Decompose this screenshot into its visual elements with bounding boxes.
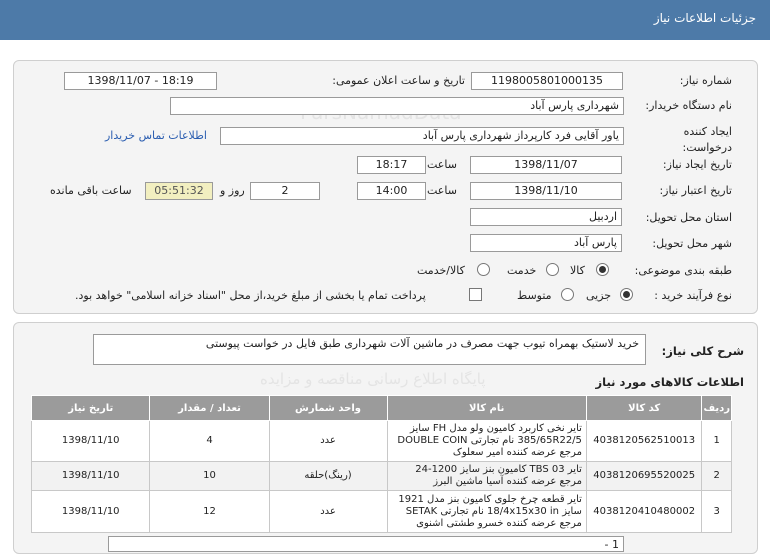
category-goods-radio[interactable] — [596, 263, 609, 276]
cell-qty: 10 — [150, 462, 269, 491]
watermark-text-2: پایگاه اطلاع رسانی مناقصه و مزایده — [260, 370, 486, 388]
goods-table — [31, 395, 732, 533]
process-type-label: نوع فرآیند خرید : — [654, 289, 732, 302]
need-number-field[interactable]: 1198005801000135 — [471, 72, 623, 90]
city-label: شهر محل تحویل: — [652, 237, 732, 250]
process-medium-radio[interactable] — [561, 288, 574, 301]
table-row[interactable] — [32, 421, 732, 462]
province-field[interactable]: اردبیل — [470, 208, 622, 226]
cell-unit: عدد — [269, 421, 387, 462]
goods-section-title: اطلاعات کالاهای مورد نیاز — [595, 375, 744, 389]
process-partial-radio[interactable] — [620, 288, 633, 301]
cell-code: 4038120410480002 — [586, 491, 702, 533]
col-code: کد کالا — [586, 396, 702, 421]
buyer-org-label: نام دستگاه خریدار: — [645, 99, 732, 112]
cell-date: 1398/11/10 — [32, 421, 150, 462]
announce-datetime-field[interactable]: 1398/11/07 - 18:19 — [64, 72, 217, 90]
col-date: تاریخ نیاز — [32, 396, 150, 421]
process-medium-label: متوسط — [517, 289, 552, 302]
create-date-label: تاریخ ایجاد نیاز: — [662, 158, 732, 171]
cell-row: 2 — [702, 462, 732, 491]
category-service-label: خدمت — [507, 264, 537, 277]
cell-code: 4038120695520025 — [586, 462, 702, 491]
cell-name: تایر قطعه چرخ جلوی کامیون بنز مدل 1921 سایز 18/4x15x30 in نام تجارتی SETAK مرجع عرضه کننده خسرو طشتی اشنوی — [387, 491, 586, 533]
description-field[interactable]: خرید لاستیک بهمراه تیوب جهت مصرف در ماشین آلات شهرداری طبق فایل در خواست پیوستی — [93, 334, 646, 365]
goods-table-header — [32, 396, 732, 421]
creator-label: ایجاد کننده درخواست: — [682, 125, 732, 154]
page-title: جزئیات اطلاعات نیاز — [653, 11, 756, 25]
col-name: نام کالا — [387, 396, 586, 421]
col-unit: واحد شمارش — [269, 396, 387, 421]
cell-qty: 4 — [150, 421, 269, 462]
page-header — [0, 0, 770, 40]
category-goods-service-label: کالا/خدمت — [417, 264, 465, 277]
valid-time-label: ساعت — [427, 184, 457, 197]
cell-row: 1 — [702, 421, 732, 462]
city-field[interactable]: پارس آباد — [470, 234, 622, 252]
cell-date: 1398/11/10 — [32, 462, 150, 491]
valid-date-label: تاریخ اعتبار نیاز: — [659, 184, 732, 197]
treasury-note: پرداخت تمام یا بخشی از مبلغ خرید،از محل "اسناد خزانه اسلامی" خواهد بود. — [75, 289, 426, 302]
create-time-field[interactable]: 18:17 — [357, 156, 426, 174]
creator-field[interactable]: یاور آقایی فرد کارپرداز شهرداری پارس آباد — [220, 127, 624, 145]
announce-datetime-label: تاریخ و ساعت اعلان عمومی: — [332, 74, 465, 87]
remaining-time-field: 05:51:32 — [145, 182, 213, 200]
remaining-days-field[interactable]: 2 — [250, 182, 320, 200]
category-goods-label: کالا — [570, 264, 585, 277]
col-qty: تعداد / مقدار — [150, 396, 269, 421]
description-label: شرح کلی نیاز: — [661, 344, 744, 358]
province-label: استان محل تحویل: — [645, 211, 732, 224]
cell-row: 3 — [702, 491, 732, 533]
table-row[interactable] — [32, 491, 732, 533]
buyer-org-field[interactable]: شهرداری پارس آباد — [170, 97, 624, 115]
cell-code: 4038120562510013 — [586, 421, 702, 462]
cell-qty: 12 — [150, 491, 269, 533]
create-time-label: ساعت — [427, 158, 457, 171]
cell-name: تایر نخی کاربرد کامیون ولو مدل FH سایز 385/65R22/5 نام تجارتی DOUBLE COIN مرجع عرضه کننده امیر سعلوک — [387, 421, 586, 462]
need-number-label: شماره نیاز: — [679, 74, 732, 87]
buyer-contact-link[interactable]: اطلاعات تماس خریدار — [105, 129, 207, 142]
cell-date: 1398/11/10 — [32, 491, 150, 533]
table-row[interactable] — [32, 462, 732, 491]
cell-name: تایر 03 TBS کامیون بنز سایز 1200-24 مرجع عرضه کننده آسیا ماشین البرز — [387, 462, 586, 491]
col-row: ردیف — [702, 396, 732, 421]
process-partial-label: جزیی — [586, 289, 612, 302]
valid-time-field[interactable]: 14:00 — [357, 182, 426, 200]
category-goods-service-radio[interactable] — [477, 263, 490, 276]
remaining-time-label: ساعت باقی مانده — [50, 184, 132, 197]
cell-unit: عدد — [269, 491, 387, 533]
treasury-checkbox[interactable] — [469, 288, 482, 301]
category-label: طبقه بندی موضوعی: — [634, 264, 732, 277]
create-date-field[interactable]: 1398/11/07 — [470, 156, 622, 174]
notes-field[interactable]: 1 - — [108, 536, 624, 552]
day-and-label: روز و — [220, 184, 245, 197]
valid-date-field[interactable]: 1398/11/10 — [470, 182, 622, 200]
cell-unit: (رینگ)حلقه — [269, 462, 387, 491]
category-service-radio[interactable] — [546, 263, 559, 276]
